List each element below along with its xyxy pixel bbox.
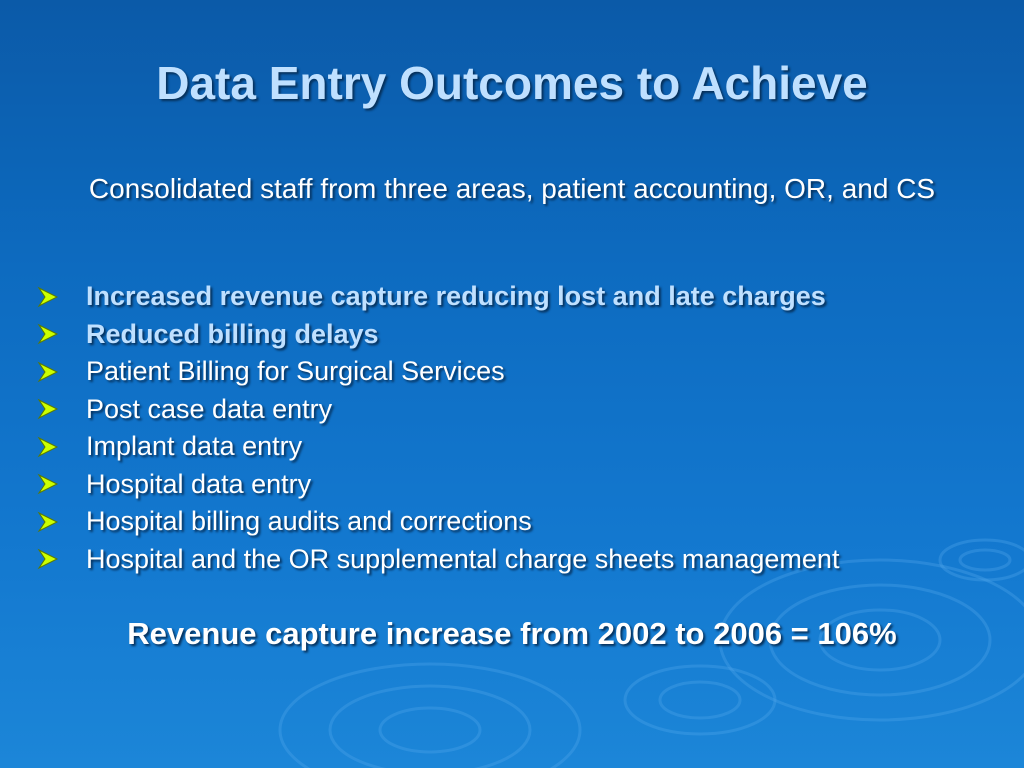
- bullet-text: Implant data entry: [86, 431, 303, 462]
- slide-title: Data Entry Outcomes to Achieve: [156, 57, 868, 109]
- bullet-text: Hospital and the OR supplemental charge sheets management: [86, 543, 840, 574]
- bullet-item: [36, 503, 996, 541]
- arrow-bullet-icon: [36, 511, 60, 533]
- bullet-item: [36, 278, 996, 316]
- bullet-item: [36, 541, 996, 579]
- bullet-item: [36, 391, 996, 429]
- arrow-bullet-icon: [36, 361, 60, 383]
- arrow-bullet-icon: [36, 286, 60, 308]
- bullet-text: Reduced billing delays: [86, 318, 379, 349]
- bullet-text: Post case data entry: [86, 393, 333, 424]
- bullet-text: Patient Billing for Surgical Services: [86, 356, 505, 387]
- arrow-bullet-icon: [36, 473, 60, 495]
- arrow-bullet-icon: [36, 323, 60, 345]
- bullet-item: [36, 428, 996, 466]
- bullet-text: Hospital data entry: [86, 468, 312, 499]
- slide-subtitle: Consolidated staff from three areas, patient accounting, OR, and CS: [88, 173, 936, 204]
- bullet-list: [36, 278, 996, 578]
- slide-footer-summary: Revenue capture increase from 2002 to 2006 = 106%: [127, 616, 897, 651]
- arrow-bullet-icon: [36, 398, 60, 420]
- bullet-item: [36, 353, 996, 391]
- bullet-item: [36, 466, 996, 504]
- bullet-text: Hospital billing audits and corrections: [86, 506, 532, 537]
- bullet-text: Increased revenue capture reducing lost and late charges: [86, 281, 826, 312]
- arrow-bullet-icon: [36, 548, 60, 570]
- bullet-item: [36, 316, 996, 354]
- arrow-bullet-icon: [36, 436, 60, 458]
